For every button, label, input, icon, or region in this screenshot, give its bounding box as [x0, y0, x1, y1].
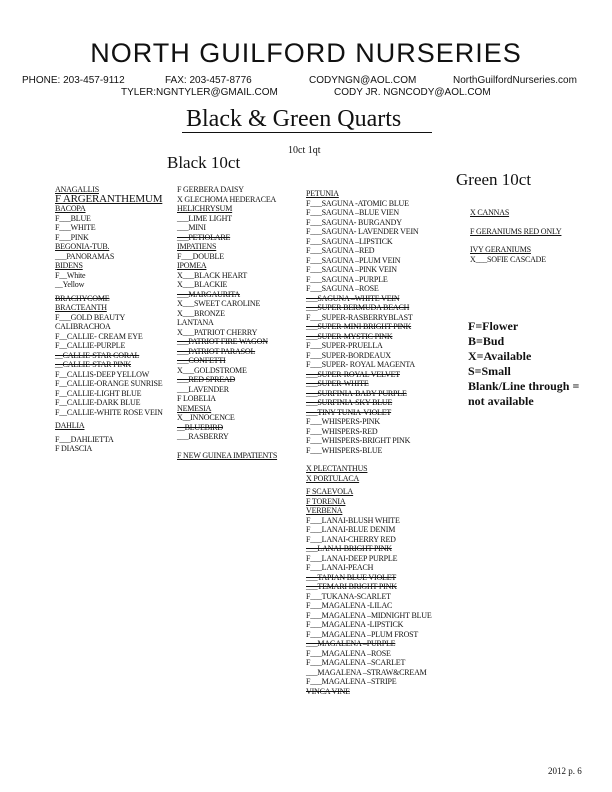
- plant-list-item: BIDENS: [55, 261, 83, 270]
- plant-list-item: ___SUPER-MYSTIC PINK: [306, 331, 393, 341]
- plant-list-item: F___DAHLIETTA: [55, 434, 114, 444]
- plant-list-item: F TORENIA: [306, 496, 346, 506]
- plant-list-item: F___SAGUNA –PLUM VEIN: [306, 255, 401, 265]
- plant-list-item: NEMESIA: [177, 403, 212, 413]
- plant-list-item: __BLUEBIRD: [177, 422, 224, 432]
- plant-list-item: ___RASBERRY: [177, 432, 229, 441]
- plant-list-item: F__CALLIE-LIGHT BLUE: [55, 388, 142, 398]
- plant-list-item: F GERANIUMS RED ONLY: [470, 226, 562, 236]
- plant-list-item: ___SURFINIA-BABY PURPLE: [306, 388, 407, 398]
- plant-list-item: ___PATRIOT FIRE WAGON: [177, 337, 268, 346]
- plant-list-item: F___SAGUNA- BURGANDY: [306, 217, 402, 227]
- plant-list-item: ___SUPER BERMUDA BEACH: [306, 303, 410, 312]
- plant-list-item: F___GOLD BEAUTY: [55, 312, 126, 322]
- website: NorthGuilfordNurseries.com: [453, 75, 577, 86]
- plant-list-item: ___TEMARI BRIGHT PINK: [306, 582, 397, 591]
- legend-item: S=Small: [468, 364, 511, 378]
- plant-list-item: F___MAGALENA –PLUM FROST: [306, 629, 419, 639]
- plant-list-item: F___SAGUNA –PURPLE: [306, 274, 388, 284]
- plant-list-item: F__CALLIE-WHITE ROSE VEIN: [55, 407, 163, 417]
- plant-list-item: ___SURFINIA-SKY BLUE: [306, 398, 393, 407]
- plant-list-item: X GLECHOMA HEDERACEA: [177, 194, 277, 204]
- plant-list-item: ___PATRIOT PARASOL: [177, 346, 256, 356]
- plant-list-item: X___PATRIOT CHERRY: [177, 327, 258, 337]
- plant-list-item: ___MINI: [177, 223, 206, 232]
- plant-list-item: BEGONIA-TUB.: [55, 242, 110, 251]
- plant-list-item: F___MAGALENA –STRIPE: [306, 677, 397, 686]
- plant-list-column-2: [177, 185, 277, 460]
- plant-list-item: F LOBELIA: [177, 394, 216, 403]
- company-name: NORTH GUILFORD NURSERIES: [90, 38, 522, 68]
- plant-list-item: LANTANA: [177, 318, 214, 327]
- plant-list-item: VINCA VINE: [306, 686, 350, 696]
- plant-list-item: CALIBRACHOA: [55, 322, 111, 331]
- fax-number: FAX: 203-457-8776: [165, 75, 252, 86]
- plant-list-item: F___MAGALENA -LILAC: [306, 601, 393, 610]
- plant-list-column-1: [55, 185, 163, 454]
- plant-list-item: F__CALLIE-DARK BLUE: [55, 398, 141, 407]
- plant-list-item: BACOPA: [55, 204, 86, 213]
- plant-list-item: IVY GERANIUMS: [470, 245, 531, 254]
- plant-list-item: F___SAGUNA –BLUE VIEN: [306, 208, 399, 217]
- plant-list-item: BRACTEANTH: [55, 303, 107, 312]
- plant-list-item: PETUNIA: [306, 189, 339, 198]
- plant-list-item: ___LAVENDER: [177, 384, 229, 394]
- plant-list-item: F___SUPER-BORDEAUX: [306, 350, 391, 360]
- plant-list-item: ___SUPER-MINI BRIGHT PINK: [306, 322, 412, 331]
- email-tyler: TYLER:NGNTYLER@GMAIL.COM: [121, 87, 278, 98]
- plant-list-item: F___PINK: [55, 232, 89, 242]
- plant-list-item: BRACHYCOME: [55, 293, 110, 303]
- plant-list-item: IPOMEA: [177, 261, 207, 270]
- plant-list-item: X__INNOCENCE: [177, 413, 235, 422]
- legend-item: Blank/Line through =: [468, 379, 580, 393]
- plant-list-item: HELICHRYSUM: [177, 204, 233, 213]
- plant-list-item: F___WHITE: [55, 223, 96, 232]
- plant-list-item: X PLECTANTHUS: [306, 464, 368, 473]
- plant-list-item: ANAGALLIS: [55, 185, 99, 194]
- plant-list-item: F___MAGALENA –MIDNIGHT BLUE: [306, 610, 432, 620]
- plant-list-item: F DIASCIA: [55, 444, 93, 453]
- plant-list-item: F ARGERANTHEMUM: [55, 192, 163, 205]
- plant-list-item: X___BLACK HEART: [177, 270, 248, 280]
- plant-list-item: F___SAGUNA –PINK VEIN: [306, 265, 397, 274]
- plant-list-item: F___SUPER-RASBERRYBLAST: [306, 312, 413, 322]
- plant-list-item: ___TAPIAN BLUE VIOLET: [306, 572, 397, 582]
- plant-list-item: F___SAGUNA –RED: [306, 246, 375, 255]
- plant-list-item: ___PETIOLARE: [177, 232, 231, 242]
- plant-list-item: F___MAGALENA -LIPSTICK: [306, 620, 404, 629]
- plant-list-item: __CALLIE-STAR PINK: [55, 360, 131, 369]
- plant-list-item: ___SUPER-ROYAL VELVET: [306, 369, 400, 379]
- plant-list-item: ___SUPER-WHITE: [306, 379, 369, 388]
- plant-list-item: ___CONFETTI: [177, 356, 226, 365]
- plant-list-item: X CANNAS: [470, 208, 510, 217]
- legend-item: X=Available: [468, 349, 532, 363]
- plant-list-item: IMPATIENS: [177, 242, 217, 251]
- plant-list-item: F___LANAI-PEACH: [306, 563, 374, 572]
- plant-list-item: ___RED SPREAD: [177, 375, 236, 384]
- plant-list-item: F___DOUBLE: [177, 251, 224, 261]
- plant-list-item: VERBENA: [306, 506, 343, 515]
- green-column-heading: Green 10ct: [456, 170, 532, 189]
- plant-list-item: F___SUPER-PRUELLA: [306, 341, 383, 350]
- plant-list-item: X___SOFIE CASCADE: [470, 254, 546, 264]
- plant-list-item: X PORTULACA: [306, 473, 360, 483]
- plant-list-item: __Yellow: [55, 280, 85, 289]
- plant-list-item: F___MAGALENA –SCARLET: [306, 658, 406, 667]
- plant-list-item: F___SAGUNA- LAVENDER VEIN: [306, 227, 419, 236]
- plant-list-item: F___TUKANA-SCARLET: [306, 591, 391, 601]
- plant-list-item: F__CALLIE- CREAM EYE: [55, 331, 143, 341]
- plant-list-item: F___WHISPERS-BLUE: [306, 445, 383, 455]
- plant-list-item: ___LANAI-BRIGHT PINK: [306, 544, 392, 553]
- plant-list-item: F SCAEVOLA: [306, 487, 354, 496]
- page-footer: 2012 p. 6: [548, 766, 582, 776]
- plant-list-item: ___MAGALENA –STRAW&CREAM: [306, 667, 427, 677]
- page-title: Black & Green Quarts: [186, 106, 402, 132]
- plant-list-item: F___WHISPERS-RED: [306, 426, 378, 436]
- plant-list-item: __CALLIE-STAR CORAL: [55, 350, 140, 360]
- subtitle: 10ct 1qt: [288, 145, 321, 156]
- legend: [468, 319, 579, 409]
- legend-item: F=Flower: [468, 319, 519, 333]
- plant-list-item: F GERBERA DAISY: [177, 185, 244, 194]
- plant-list-item: F__CALLIS-DEEP YELLOW: [55, 369, 150, 379]
- email-cody-jr: CODY JR. NGNCODY@AOL.COM: [334, 87, 491, 98]
- plant-list-item: F___LANAI-BLUSH WHITE: [306, 515, 400, 525]
- plant-list-item: F___BLUE: [55, 213, 91, 223]
- plant-list-item: F___LANAI-CHERRY RED: [306, 534, 396, 544]
- plant-list-item: ___TINY TUNIA-VIOLET: [306, 407, 392, 417]
- plant-list-item: F___SAGUNA –ROSE: [306, 284, 379, 293]
- plant-list-item: F__White: [55, 270, 86, 280]
- plant-list-item: ___MAGALENA –PURPLE: [306, 639, 396, 648]
- plant-list-item: F___SAGUNA -ATOMIC BLUE: [306, 198, 409, 208]
- plant-list-item: DAHLIA: [55, 421, 85, 430]
- plant-list-column-3: [306, 189, 432, 696]
- plant-list-item: X___SWEET CAROLINE: [177, 299, 261, 308]
- plant-list-item: X___BRONZE: [177, 308, 225, 318]
- plant-list-item: ___LIME LIGHT: [177, 213, 232, 223]
- plant-list-item: X___GOLDSTROME: [177, 365, 247, 375]
- black-column-heading: Black 10ct: [167, 153, 241, 172]
- plant-list-item: F__CALLIE-ORANGE SUNRISE: [55, 379, 163, 388]
- plant-list-item: F__CALLIE-PURPLE: [55, 341, 126, 350]
- plant-list-item: ___SAGUNA –WHITE VEIN: [306, 293, 400, 303]
- title-underline: [182, 132, 432, 133]
- plant-list-item: ___PANORAMAS: [55, 251, 115, 261]
- legend-item: B=Bud: [468, 334, 505, 348]
- plant-list-item: F___LANAI-DEEP PURPLE: [306, 553, 398, 563]
- plant-list-item: F___SAGUNA –LIPSTICK: [306, 236, 393, 246]
- legend-item: not available: [468, 394, 534, 408]
- plant-list-item: ___MARGAURITA: [177, 289, 240, 299]
- plant-list-item: F___WHISPERS-BRIGHT PINK: [306, 436, 411, 445]
- plant-list-item: F___MAGALENA –ROSE: [306, 648, 391, 658]
- phone-number: PHONE: 203-457-9112: [22, 75, 125, 86]
- plant-list-item: F___SUPER- ROYAL MAGENTA: [306, 360, 415, 369]
- plant-list-item: F___LANAI-BLUE DENIM: [306, 525, 396, 534]
- plant-list-item: F NEW GUINEA IMPATIENTS: [177, 450, 278, 460]
- plant-list-item: X___BLACKIE: [177, 280, 228, 289]
- plant-list-item: F___WHISPERS-PINK: [306, 417, 380, 426]
- plant-list-column-green: [470, 208, 561, 264]
- email-cody: CODYNGN@AOL.COM: [309, 75, 417, 86]
